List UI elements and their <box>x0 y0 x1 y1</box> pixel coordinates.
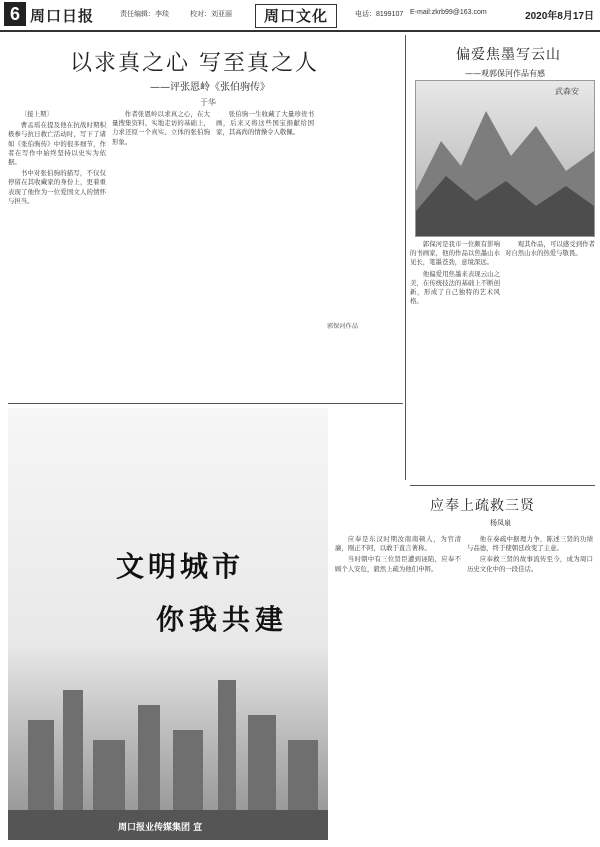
article3-paragraph: 应奉是东汉时期汝南南顿人，为官清廉，刚正不阿，以敢于直言著称。 <box>335 535 461 553</box>
city-building <box>138 705 160 810</box>
article1-paragraph: 〔接上期〕 <box>20 110 53 118</box>
article1-subtitle: ——评张恩岭《张伯驹传》 <box>150 82 270 93</box>
article2-title: 偏爱焦墨写云山 <box>456 47 561 63</box>
phone: 电话：8199107 <box>355 11 404 18</box>
article3-column <box>467 535 593 840</box>
article1-author: 于华 <box>200 98 216 107</box>
city-building <box>93 740 125 810</box>
article1-paragraph: 作者张恩岭以求真之心，在大量搜集资料、实地走访的基础上，力求还原一个真实、立体的张伯驹形象。 <box>112 110 210 146</box>
article3-paragraph: 当时朝中有三位贤臣遭到诬陷，应奉不顾个人安危，毅然上疏为他们申辩。 <box>335 555 461 573</box>
city-building <box>218 680 236 810</box>
article1-column <box>216 110 314 400</box>
section-title: 周口文化 <box>255 4 337 28</box>
article2-paragraph: 郭保河是我市一位颇有影响的书画家，他的作品以焦墨山水见长，笔墨苍劲，意境深远。 <box>410 240 500 267</box>
city-building <box>248 715 276 810</box>
article2-subtitle: ——观郭保河作品有感 <box>465 69 545 78</box>
article2-author: 武森安 <box>555 87 579 96</box>
city-building <box>28 720 54 810</box>
poster-headline: 文明城市 <box>116 550 245 583</box>
section-divider <box>8 403 403 404</box>
article1-column <box>8 110 106 400</box>
mountain-landscape-icon <box>416 81 594 236</box>
article3-paragraph: 他在奏疏中据理力争，陈述三贤的功绩与品德，终于使朝廷改变了主意。 <box>467 535 593 553</box>
article1-paragraph: 书中对张伯驹的描写，不仅仅停留在其收藏家的身份上，更着重表现了他作为一位爱国文人的情怀与担当。 <box>8 169 106 205</box>
poster-subheadline: 你我共建 <box>156 603 289 636</box>
article3-title: 应奉上疏救三贤 <box>430 498 535 514</box>
article1-paragraph: 张伯驹一生收藏了大量珍贵书画，后来又将这些国宝捐献给国家，其高尚的情操令人敬佩。 <box>216 110 314 137</box>
article2-column <box>505 240 595 480</box>
article3-column <box>335 535 461 840</box>
article2-column <box>410 240 500 480</box>
article1-column <box>112 110 210 400</box>
poster-footer: 周口报业传媒集团 宣 <box>118 823 203 833</box>
page-header <box>0 0 600 32</box>
proof-credit: 校对：刘亚丽 <box>190 11 232 18</box>
article1-title: 以求真之心 写至真之人 <box>70 51 319 76</box>
civic-poster <box>8 408 328 840</box>
page-number: 6 <box>4 2 26 26</box>
painting-image <box>415 80 595 237</box>
column-divider <box>405 35 406 480</box>
article1-paragraph: 曹孟瑶在提及他在抗战时期积极参与抗日救亡活动时，写下了诸如《张伯驹传》中的很多细节，作者在写作中始终坚持以史实为依据。 <box>8 121 106 167</box>
painting-caption: 郭保河作品 <box>327 323 358 330</box>
city-building <box>63 690 83 810</box>
issue-date: 2020年8月17日 <box>525 11 594 22</box>
article2-paragraph: 他偏爱用焦墨来表现云山之美，在传统技法的基础上不断创新，形成了自己独特的艺术风格。 <box>410 269 500 306</box>
article2-paragraph: 观其作品，可以感受到作者对自然山水的热爱与敬畏。 <box>505 240 595 258</box>
city-building <box>288 740 318 810</box>
editor-credit: 责任编辑：李琰 <box>120 11 169 18</box>
email: E-mail:zkrb99@163.com <box>410 9 487 16</box>
paper-name: 周口日报 <box>30 7 95 25</box>
article3-author: 杨凤泉 <box>490 519 511 527</box>
city-building <box>173 730 203 810</box>
article3-paragraph: 应奉救三贤的故事流传至今，成为周口历史文化中的一段佳话。 <box>467 555 593 573</box>
section-divider <box>410 485 595 486</box>
